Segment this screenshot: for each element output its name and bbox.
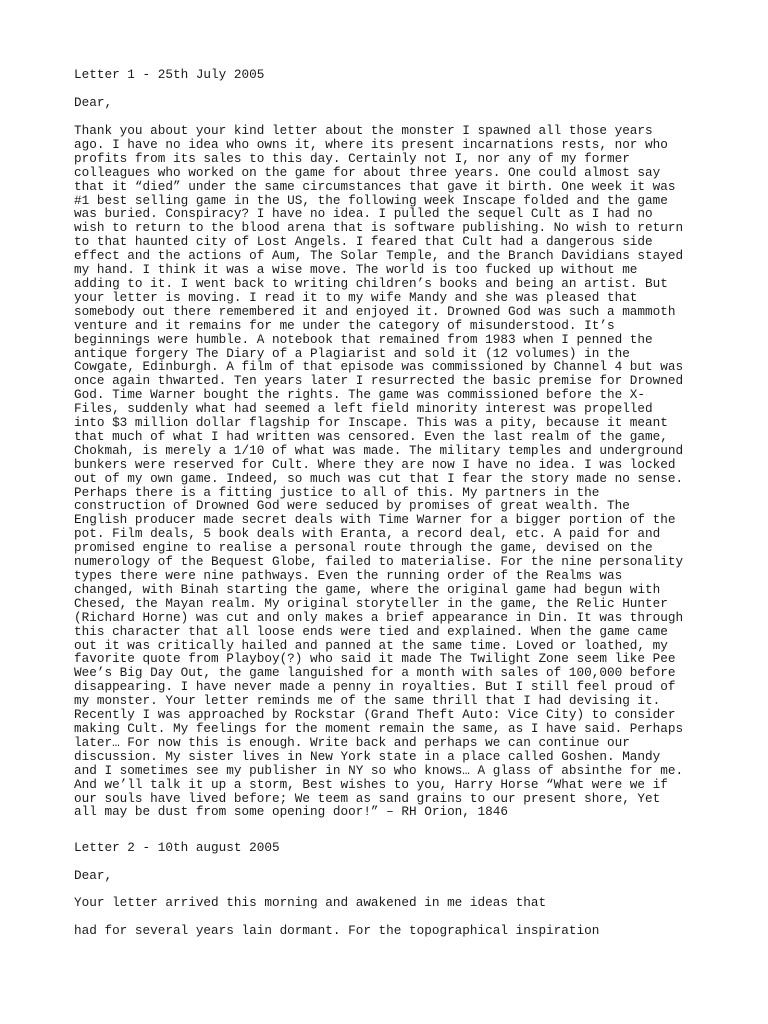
letter-2-paragraph-1: Your letter arrived this morning and awakened in me ideas that — [74, 895, 547, 910]
letter-2-paragraph-2: had for several years lain dormant. For the topographical inspiration — [74, 923, 600, 938]
letter-1-salutation: Dear, — [74, 95, 113, 110]
letter-2-heading: Letter 2 - 10th august 2005 — [74, 840, 280, 855]
letter-2-salutation: Dear, — [74, 868, 113, 883]
letter-1-body: Thank you about your kind letter about the monster I spawned all those years ago. I have no idea who owns it, where its present incarnations rests, nor who profits from its sales to this day. Certainly not I, nor any of my former colleagues who worked on the game for about three years. One could almost say that it “died” under the same circumstances that gave it birth. One week it was #1 best selling game in the US, the following week Inscape folded and the game was buried. Conspiracy? I have no idea. I pulled the sequel Cult as I had no wish to return to the blood arena that is software publishing. No wish to return to that haunted city of Lost Angels. I feared that Cult had a dangerous side effect and the actions of Aum, The Solar Temple, and the Branch Davidians stayed my hand. I think it was a wise move. The world is too fucked up without me adding to it. I went back to writing children’s books and being an artist. But your letter is moving. I read it to my wife Mandy and she was pleased that somebody out there remembered it and enjoyed it. Drowned God was such a mammoth venture and it remains for me under the category of misunderstood. It’s beginnings were humble. A notebook that remained from 1983 when I penned the antique forgery The Diary of a Plagiarist and sold it (12 volumes) in the Cowgate, Edinburgh. A film of that episode was commissioned by Channel 4 but was once again thwarted. Ten years later I resurrected the basic premise for Drowned God. Time Warner bought the rights. The game was commissioned before the X- Files, suddenly what had seemed a left field minority interest was propelled into $3 million dollar flagship for Inscape. This was a pity, because it meant that much of what I had written was censored. Even the last realm of the game, Chokmah, is merely a 1/10 of what was made. The military temples and underground bunkers were reserved for Cult. Where they are now I have no idea. I was locked out of my own game. Indeed, so much was cut that I fear the story made no sense. Perhaps there is a fitting justice to all of this. My partners in the construction of Drowned God were seduced by promises of great wealth. The English producer made secret deals with Time Warner for a bigger portion of the pot. Film deals, 5 book deals with Eranta, a record deal, etc. A paid for and promised engine to realise a personal route through the game, devised on the numerology of the Bequest Globe, failed to materialise. For the nine personality types there were nine pathways. Even the running order of the Realms was changed, with Binah starting the game, where the original game had begun with Chesed, the Mayan realm. My original storyteller in the game, the Relic Hunter (Richard Horne) was cut and only makes a brief appearance in Din. It was through this character that all loose ends were tied and explained. When the game came out it was critically hailed and panned at the same time. Loved or loathed, my favorite quote from Playboy(?) who said it made The Twilight Zone seem like Pee Wee’s Big Day Out, the game languished for a month with sales of 100,000 before disappearing. I have never made a penny in royalties. But I still feel proud of my monster. Your letter reminds me of the same thrill that I had devising it. Recently I was approached by Rockstar (Grand Theft Auto: Vice City) to consider making Cult. My feelings for the moment remain the same, as I have said. Perhaps later… For now this is enough. Write back and perhaps we can continue our discussion. My sister lives in New York state in a place called Goshen. Mandy and I sometimes see my publisher in NY so who knows… A glass of absinthe for me. And we’ll talk it up a storm, Best wishes to you, Harry Horse “What were we if our souls have lived before; We teem as sand grains to our present shore, Yet all may be dust from some opening door!” – RH Orion, 1846 — [74, 123, 684, 820]
letter-1-heading: Letter 1 - 25th July 2005 — [74, 67, 265, 82]
